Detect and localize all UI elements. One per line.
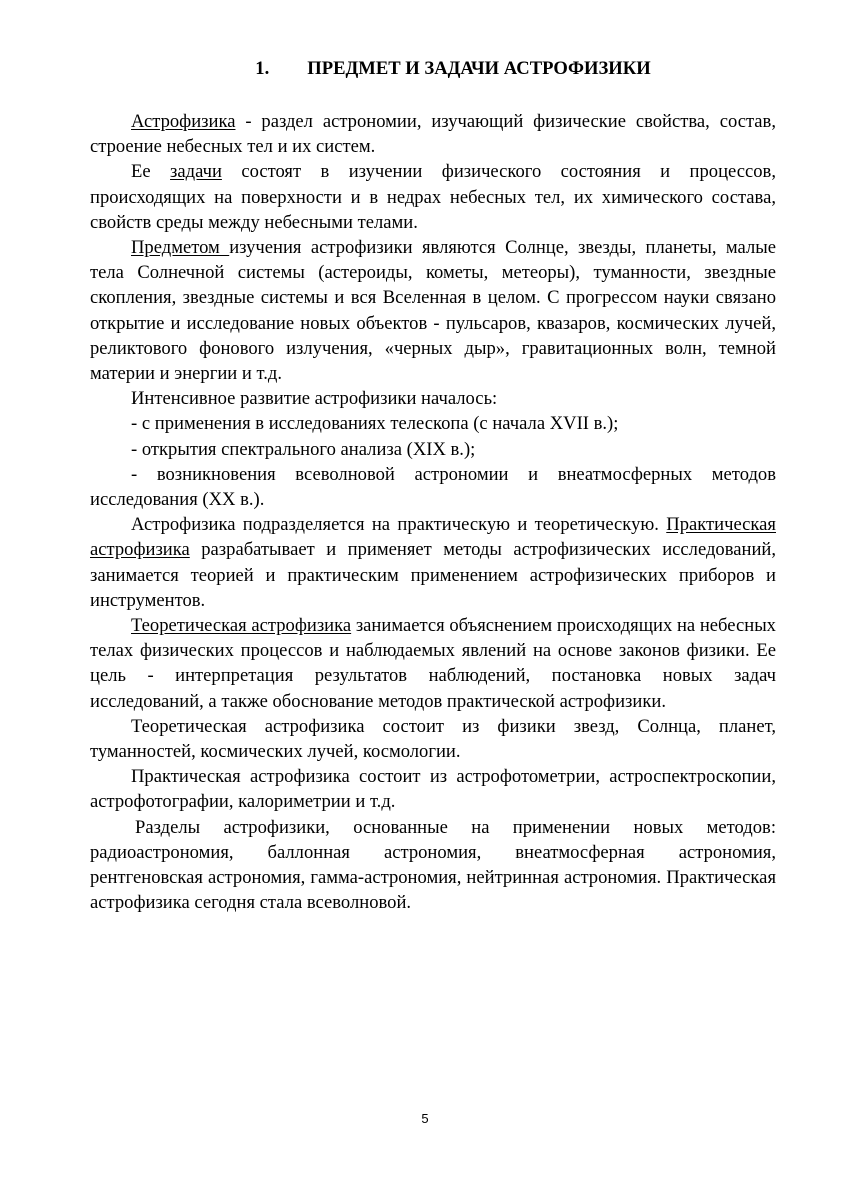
term-astrophysics: Астрофизика (131, 111, 236, 132)
document-page (90, 58, 776, 916)
section-heading (90, 58, 776, 80)
paragraph-new-methods: Разделы астрофизики, основанные на применении новых методов: радиоастрономия, баллонная астрономия, внеатмосферная астрономия, рентгеновская астрономия, гамма-астрономия, нейтринная астрономия. Практическая астрофизика сегодня стала всеволновой. (90, 816, 776, 914)
paragraph-text: состоят в изучении физического состояния и процессов, происходящих на поверхности и в недрах небесных тел, их химического состава, свойств среды между небесными телами. (90, 161, 776, 233)
term-subject: Предметом (131, 237, 230, 259)
list-item-spectral-analysis: - открытия спектрального анализа (XIX в.); (131, 438, 476, 460)
paragraph-text: - раздел астрономии, изучающий физические свойства, состав, строение небесных тел и их систем. (90, 111, 776, 158)
paragraph-text: изучения астрофизики являются Солнце, звезды, планеты, малые тела Солнечной системы (астероиды, кометы, метеоры), туманности, звездные скопления, звездные системы и вся Вселенная в целом. С прогрессом науки связано открытие и исследование новых объектов - пульсаров, квазаров, космических лучей, реликтового фонового излучения, «черных дыр», гравитационных волн, темной материи и энергии и т.д. (90, 237, 776, 385)
page-number: 5 (421, 1111, 429, 1126)
section-title: ПРЕДМЕТ И ЗАДАЧИ АСТРОФИЗИКИ (307, 58, 651, 79)
term-theoretical-astrophysics: Теоретическая астрофизика (131, 615, 352, 637)
paragraph-text: разрабатывает и применяет методы астрофизических исследований, занимается теорией и практическим применением астрофизических приборов и инструментов. (90, 539, 776, 611)
paragraph-definition (90, 109, 776, 159)
term-practical-astrophysics: Практическая астрофизика (90, 514, 776, 561)
paragraph-text: Ее (131, 161, 171, 183)
paragraph-text: Астрофизика подразделяется на практическую и теоретическую. (131, 514, 667, 536)
list-item-telescope: - с применения в исследованиях телескопа (с начала XVII в.); (131, 413, 619, 435)
paragraph-development-intro: Интенсивное развитие астрофизики началось: (131, 388, 498, 410)
term-tasks: задачи (170, 161, 222, 183)
list-item-all-wave-astronomy: - возникновения всеволновой астрономии и внеатмосферных методов исследования (XX в.). (90, 463, 776, 511)
section-number: 1. (255, 58, 270, 79)
paragraph-theoretical-parts: Теоретическая астрофизика состоит из физики звезд, Солнца, планет, туманностей, космических лучей, космологии. (90, 715, 776, 763)
paragraph-theoretical (90, 613, 776, 714)
paragraph-text: занимается объяснением происходящих на небесных телах физических процессов и наблюдаемых явлений на основе законов физики. Ее цель - интерпретация результатов наблюдений, постановка новых задач исследований, а также обоснование методов практической астрофизики. (90, 615, 776, 712)
paragraph-practical-parts: Практическая астрофизика состоит из астрофотометрии, астроспектроскопии, астрофотографии, калориметрии и т.д. (90, 766, 776, 813)
paragraph-practical (90, 512, 776, 613)
paragraph-tasks (90, 159, 776, 235)
paragraph-subject (90, 235, 776, 386)
